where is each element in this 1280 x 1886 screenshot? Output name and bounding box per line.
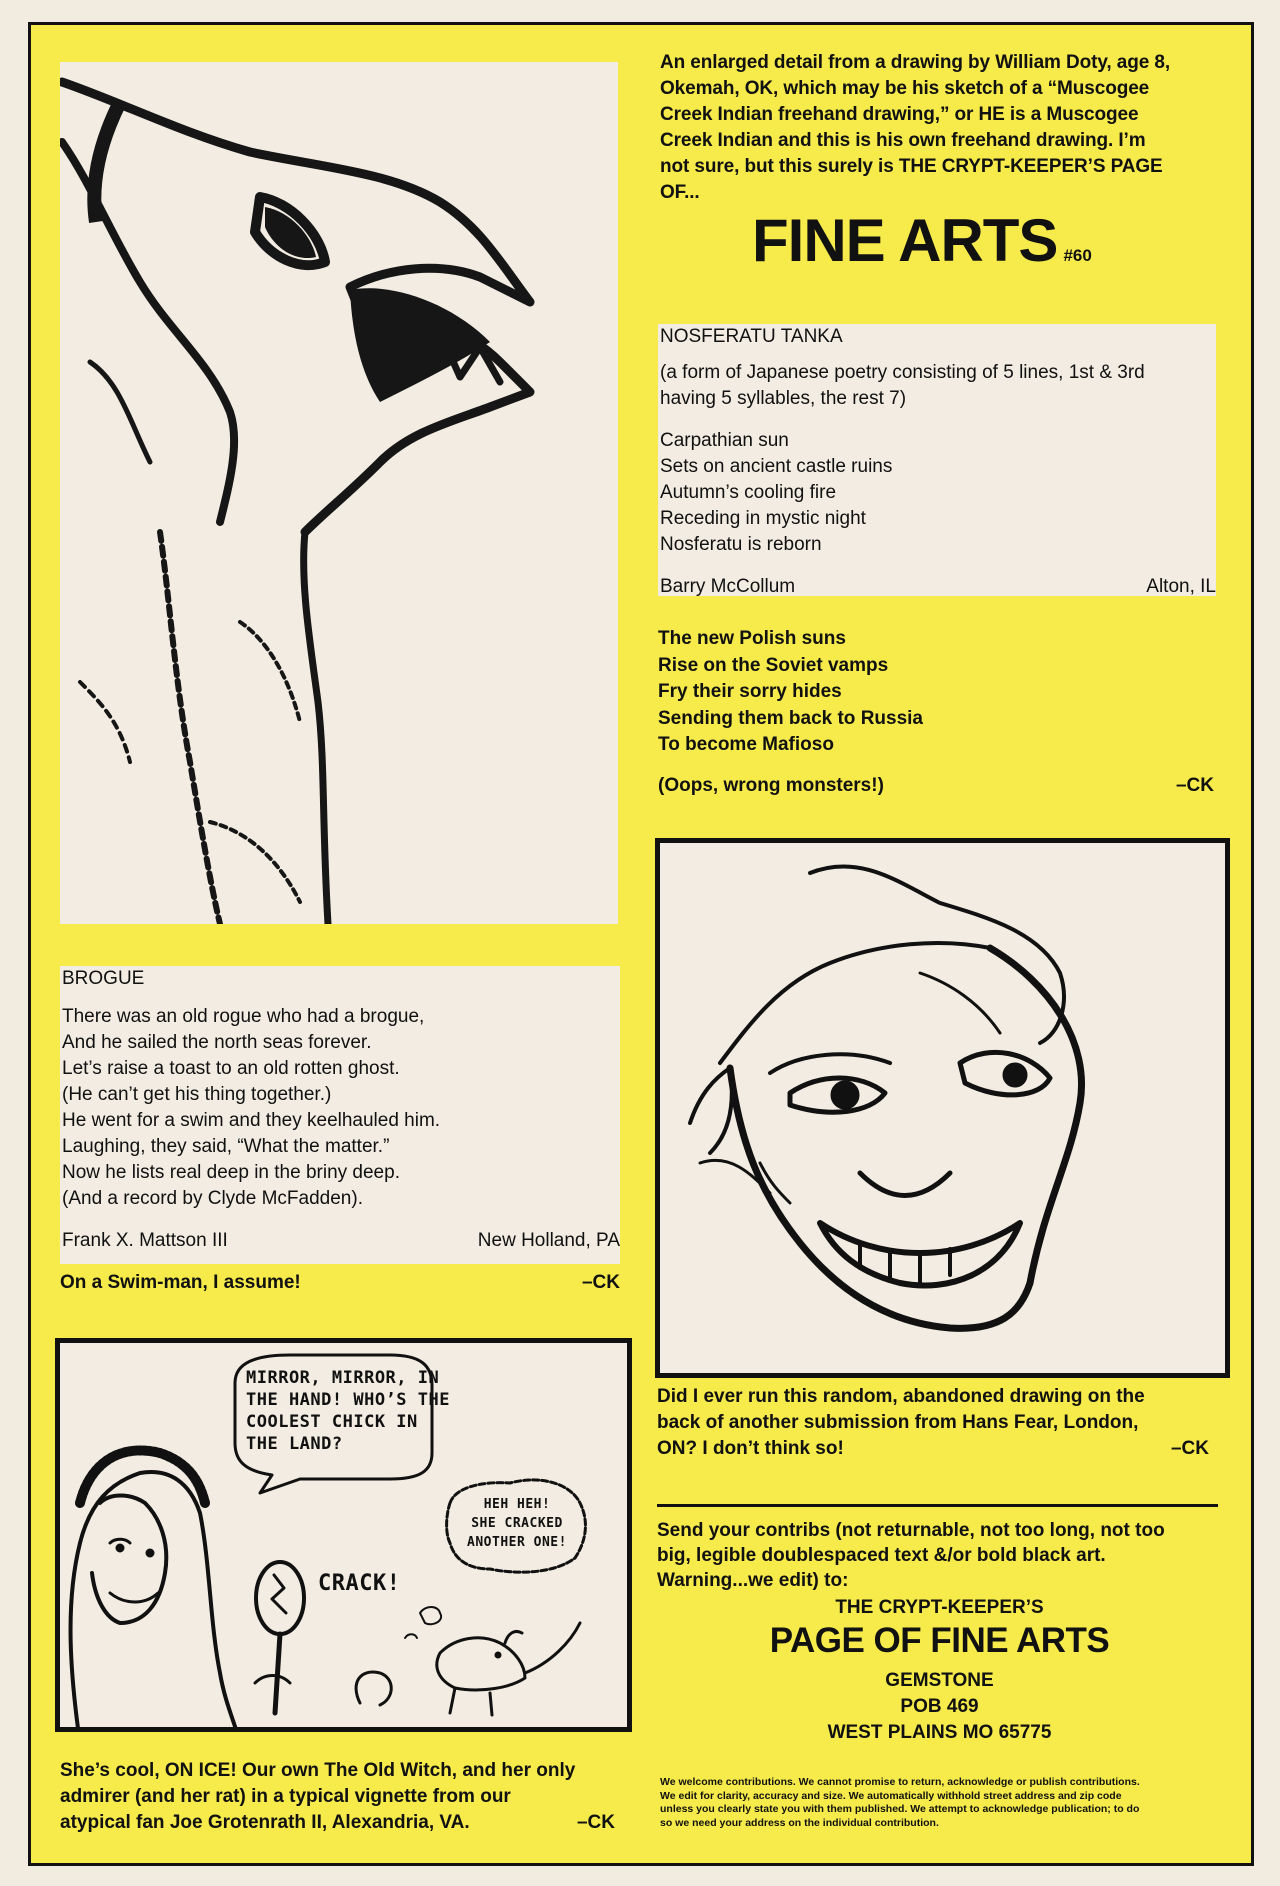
brogue-line: Now he lists real deep in the briny deep.: [62, 1162, 400, 1183]
bubble-line: THE HAND! WHO’S THE: [246, 1390, 450, 1410]
tanka-note-line: having 5 syllables, the rest 7): [660, 388, 907, 409]
brogue-line: And he sailed the north seas forever.: [62, 1032, 372, 1053]
feature-name: PAGE OF FINE ARTS: [769, 1621, 1110, 1660]
rat-speech-bubble: [456, 1495, 578, 1552]
reply-line: Rise on the Soviet vamps: [658, 654, 889, 676]
bubble-line: COOLEST CHICK IN: [246, 1412, 418, 1432]
face-caption-line: back of another submission from Hans Fear, London,: [657, 1412, 1139, 1433]
face-caption-line: Did I ever run this random, abandoned drawing on the: [657, 1386, 1145, 1407]
address-line: POB 469: [900, 1696, 979, 1717]
intro-line: Creek Indian and this is his own freehand drawing. I’m: [660, 130, 1146, 151]
org-name: THE CRYPT-KEEPER’S: [835, 1597, 1044, 1618]
brogue-body: [62, 1004, 440, 1212]
mailing-address: [657, 1596, 1222, 1746]
disclaimer-line: We welcome contributions. We cannot promise to return, acknowledge or publish contributions.: [660, 1776, 1140, 1788]
monster-drawing-art: [60, 62, 618, 924]
ck-signature: –CK: [1175, 774, 1214, 796]
tanka-note: [660, 360, 1145, 412]
reply-verse: [658, 626, 1218, 799]
witch-caption-line: She’s cool, ON ICE! Our own The Old Witch, and her only: [60, 1760, 576, 1781]
reply-line: Sending them back to Russia: [658, 707, 923, 729]
tanka-note-line: (a form of Japanese poetry consisting of 5 lines, 1st & 3rd: [660, 362, 1145, 383]
witch-caption: [60, 1758, 623, 1836]
face-caption-line: ON? I don’t think so!: [657, 1438, 844, 1459]
face-drawing-art: [660, 843, 1225, 1373]
reply-aside-row: [658, 773, 1218, 799]
disclaimer: [660, 1776, 1220, 1830]
witch-caption-line: atypical fan Joe Grotenrath II, Alexandria, VA.: [60, 1812, 470, 1833]
bubble-line: THE LAND?: [246, 1434, 343, 1454]
reply-line: Fry their sorry hides: [658, 681, 842, 702]
witch-caption-last-row: [60, 1810, 623, 1836]
submission-line: Warning...we edit) to:: [657, 1570, 849, 1591]
brogue-author: Frank X. Mattson III: [62, 1230, 228, 1251]
rat-bubble-line: SHE CRACKED: [471, 1516, 563, 1531]
tanka-line: Carpathian sun: [660, 430, 789, 451]
disclaimer-line: so we need your address on the individual contribution.: [660, 1816, 939, 1829]
section-divider: [657, 1504, 1218, 1507]
intro-line: OF...: [660, 182, 700, 203]
rat-bubble-line: HEH HEH!: [483, 1497, 551, 1512]
tanka-line: Nosferatu is reborn: [660, 534, 822, 555]
intro-line: Okemah, OK, which may be his sketch of a “Muscogee: [660, 78, 1150, 99]
brogue-line: Let’s raise a toast to an old rotten ghost.: [62, 1058, 400, 1079]
submission-instructions: [657, 1518, 1222, 1593]
intro-line: not sure, but this surely is THE CRYPT-KEEPER’S PAGE: [660, 156, 1163, 177]
issue-number: #60: [1063, 246, 1092, 265]
brogue-line: (He can’t get his thing together.): [62, 1084, 332, 1105]
brogue-line: (And a record by Clyde McFadden).: [62, 1188, 363, 1209]
reply-line: To become Mafioso: [658, 734, 834, 755]
disclaimer-line: We edit for clarity, accuracy and size. We automatically withhold street address and zip code: [660, 1789, 1122, 1802]
brogue-poem: [60, 966, 620, 1264]
address-line: GEMSTONE: [885, 1670, 994, 1691]
crack-sound-effect: CRACK!: [318, 1571, 401, 1596]
brogue-line: Laughing, they said, “What the matter.”: [62, 1136, 390, 1157]
tanka-line: Autumn’s cooling fire: [660, 482, 837, 503]
ck-signature: –CK: [1170, 1438, 1209, 1459]
brogue-heading: BROGUE: [62, 968, 145, 989]
ck-signature: –CK: [576, 1812, 615, 1833]
brogue-line: There was an old rogue who had a brogue,: [62, 1006, 425, 1027]
witch-speech-bubble: [246, 1367, 450, 1455]
brogue-location: New Holland, PA: [477, 1230, 620, 1251]
tanka-body: [660, 428, 892, 558]
brogue-caption: [60, 1272, 620, 1294]
tanka-line: Sets on ancient castle ruins: [660, 456, 893, 477]
title-main: FINE ARTS: [752, 207, 1058, 274]
intro-line: Creek Indian freehand drawing,” or HE is a Muscogee: [660, 104, 1139, 125]
face-caption-last-row: [657, 1436, 1217, 1462]
tanka-heading: NOSFERATU TANKA: [660, 326, 843, 347]
disclaimer-line: unless you clearly state you with them published. We attempt to acknowledge publication; to do: [660, 1803, 1140, 1815]
bubble-line: MIRROR, MIRROR, IN: [246, 1368, 440, 1388]
address-line: WEST PLAINS MO 65775: [827, 1722, 1052, 1743]
tanka-author: Barry McCollum: [660, 576, 796, 597]
witch-caption-line: admirer (and her rat) in a typical vignette from our: [60, 1786, 511, 1807]
face-caption: [657, 1384, 1217, 1462]
brogue-line: He went for a swim and they keelhauled him.: [62, 1110, 441, 1131]
page-title: [752, 206, 1192, 275]
submission-line: Send your contribs (not returnable, not too long, not too: [657, 1520, 1165, 1541]
intro-paragraph: [660, 50, 1220, 206]
intro-line: An enlarged detail from a drawing by William Doty, age 8,: [660, 52, 1171, 73]
ck-signature: –CK: [581, 1272, 620, 1293]
rat-bubble-line: ANOTHER ONE!: [467, 1535, 567, 1550]
tanka-location: Alton, IL: [1146, 576, 1216, 597]
tanka-poem: [658, 324, 1216, 596]
reply-aside: (Oops, wrong monsters!): [658, 774, 884, 796]
tanka-line: Receding in mystic night: [660, 508, 866, 529]
witch-cartoon: [55, 1338, 632, 1732]
reply-line: The new Polish suns: [658, 628, 846, 649]
face-drawing: [655, 838, 1230, 1378]
submission-line: big, legible doublespaced text &/or bold black art.: [657, 1545, 1106, 1566]
monster-drawing: [60, 62, 618, 924]
brogue-caption-text: On a Swim-man, I assume!: [60, 1272, 301, 1293]
